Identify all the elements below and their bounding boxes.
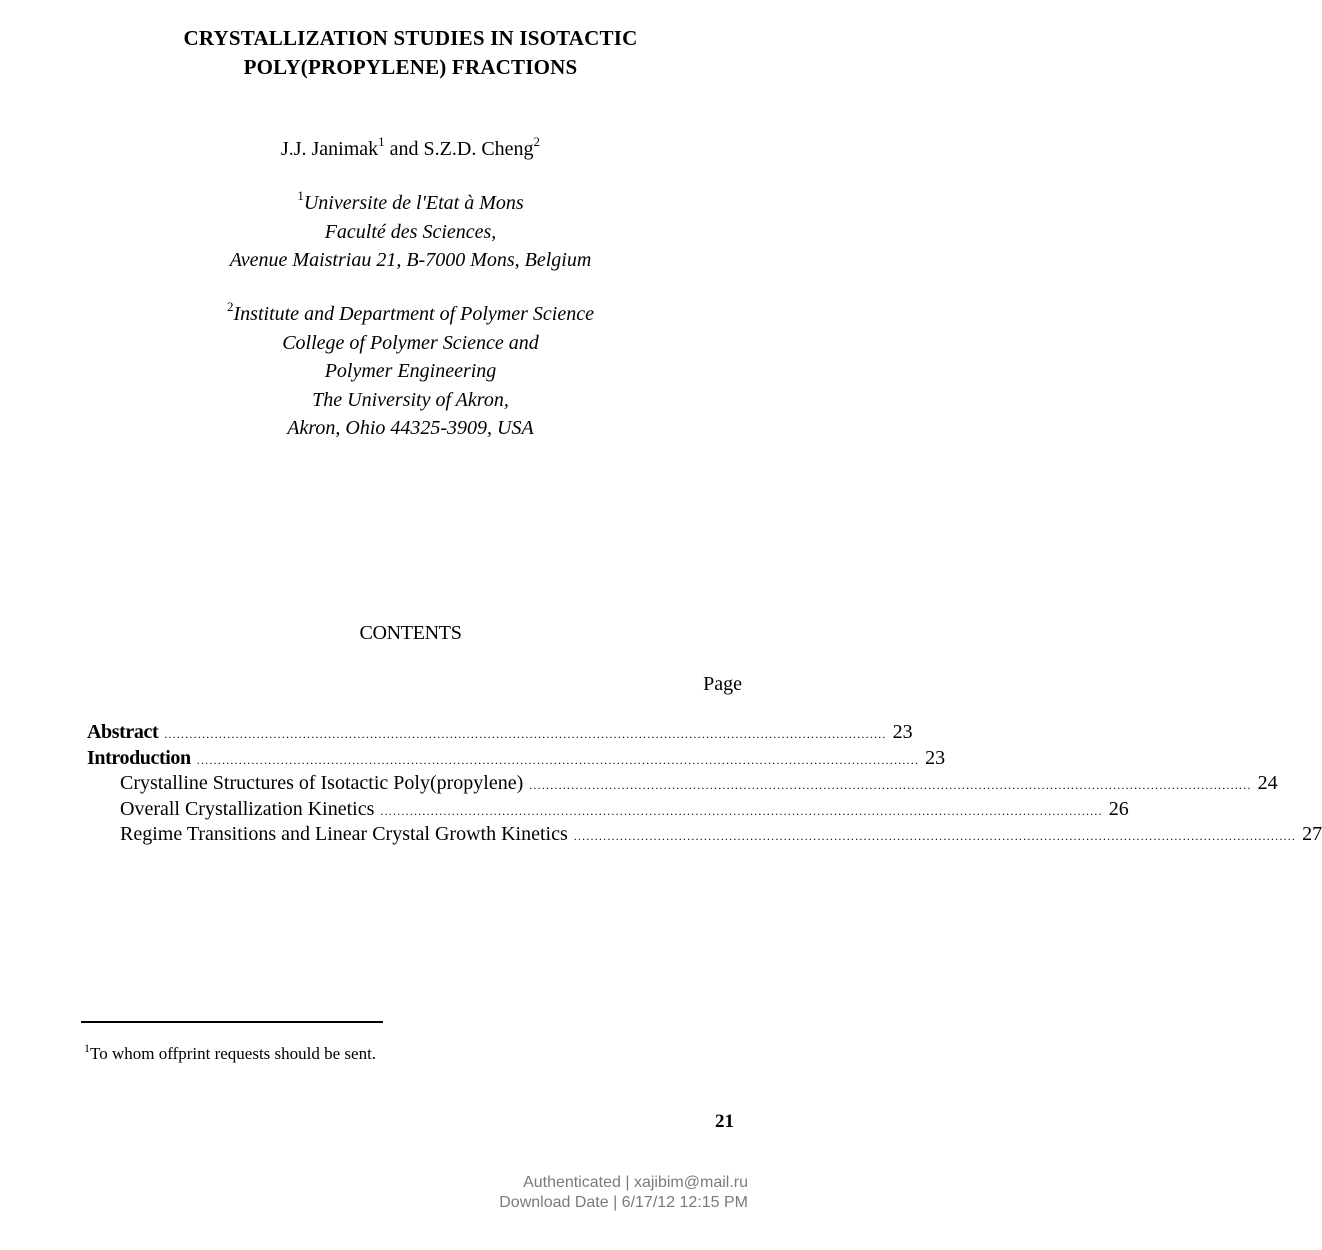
toc-entry-label: Overall Crystallization Kinetics	[120, 797, 375, 820]
title-line-1: CRYSTALLIZATION STUDIES IN ISOTACTIC	[183, 26, 638, 50]
toc-entry-crystalline-structures[interactable]	[87, 771, 1278, 797]
watermark-line-2: Download Date | 6/17/12 12:15 PM	[499, 1194, 748, 1211]
toc-leader-dots: ............................................................................................................................................................................	[196, 752, 920, 767]
toc-entry-page: 23	[925, 746, 946, 769]
affiliation-2-mark: 2	[227, 299, 234, 314]
footnote-text: To whom offprint requests should be sent.	[90, 1044, 377, 1063]
toc-entry-page: 27	[1302, 823, 1322, 845]
author-1-name: J.J. Janimak	[280, 138, 379, 160]
affiliation-1	[0, 189, 821, 275]
affiliation-2-line: Akron, Ohio 44325-3909, USA	[287, 417, 534, 439]
author-2-mark: 2	[533, 134, 541, 149]
author-conjunction: and	[389, 138, 419, 160]
toc-entry-overall-kinetics[interactable]	[87, 797, 1129, 823]
footnote	[84, 1042, 376, 1066]
paper-title	[0, 24, 821, 82]
toc-leader-dots: ............................................................................................................................................................................	[164, 727, 887, 741]
affiliation-1-mark: 1	[297, 188, 304, 203]
contents-page-column-label: Page	[703, 673, 742, 695]
toc-entry-page: 23	[892, 721, 913, 743]
affiliation-1-line: Avenue Maistriau 21, B-7000 Mons, Belgium	[229, 249, 592, 271]
affiliation-2	[0, 300, 821, 443]
toc-entry-label: Regime Transitions and Linear Crystal Growth Kinetics	[120, 823, 568, 845]
toc-entry-introduction[interactable]	[87, 746, 946, 772]
toc-entry-abstract[interactable]	[87, 720, 913, 746]
author-line	[0, 136, 821, 162]
toc-entry-label: Abstract	[87, 721, 159, 743]
title-line-2: POLY(PROPYLENE) FRACTIONS	[243, 55, 578, 79]
author-2-name: S.Z.D. Cheng	[423, 138, 534, 160]
affiliation-2-line: The University of Akron,	[312, 388, 509, 411]
contents-heading: CONTENTS	[359, 622, 462, 644]
author-1-mark: 1	[378, 134, 385, 149]
affiliation-1-line: Faculté des Sciences,	[324, 220, 497, 243]
affiliation-2-line: $^2$Institute and Department of Polymer Science	[227, 299, 594, 325]
page-number: 21	[715, 1111, 734, 1132]
footnote-mark: 1	[84, 1041, 90, 1055]
toc-entry-page: 24	[1257, 772, 1278, 794]
toc-leader-dots: ............................................................................................................................................................................	[380, 803, 1103, 818]
toc-entry-regime-transitions[interactable]	[87, 822, 1322, 848]
affiliation-1-line: $^1$Universite de l'Etat à Mons	[297, 188, 524, 214]
toc-entry-label: Introduction	[87, 746, 191, 769]
toc-leader-dots: ............................................................................................................................................................................	[529, 778, 1252, 792]
table-of-contents	[87, 720, 1322, 848]
affiliation-2-line: Polymer Engineering	[324, 360, 497, 382]
toc-entry-page: 26	[1108, 797, 1129, 820]
toc-leader-dots: ............................................................................................................................................................................	[573, 829, 1297, 843]
footnote-divider	[81, 1021, 383, 1023]
affiliation-2-line: College of Polymer Science and	[282, 331, 539, 354]
toc-entry-label: Crystalline Structures of Isotactic Poly(propylene)	[120, 772, 524, 794]
watermark-line-1: Authenticated | xajibim@mail.ru	[523, 1174, 748, 1191]
download-watermark	[499, 1173, 748, 1213]
